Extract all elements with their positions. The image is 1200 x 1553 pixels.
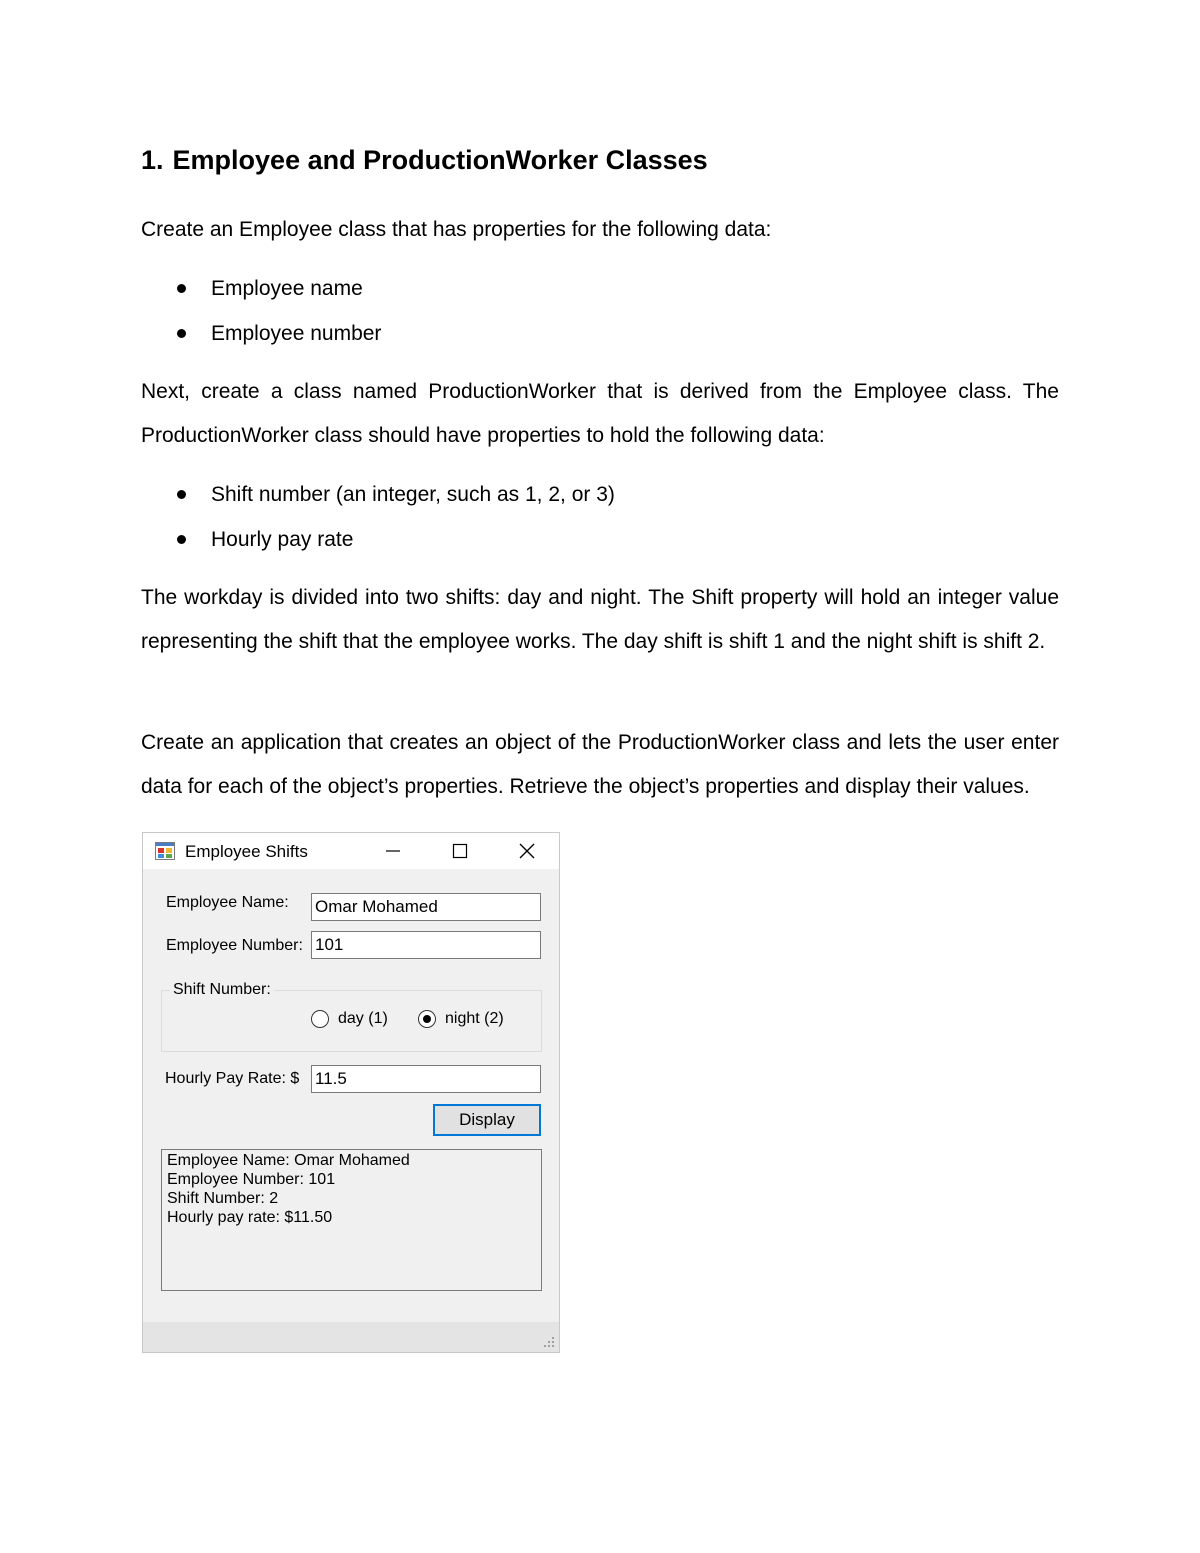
list-item-text: Shift number (an integer, such as 1, 2, or 3) [211, 483, 615, 506]
list-item [141, 266, 381, 311]
radio-label: day (1) [338, 1010, 388, 1027]
radio-label: night (2) [445, 1010, 504, 1027]
maximize-button[interactable] [430, 833, 490, 869]
output-line: Shift Number: 2 [167, 1190, 279, 1207]
list-item [141, 472, 615, 517]
resize-grip-icon[interactable] [540, 1333, 556, 1349]
employee-bullet-list [141, 266, 381, 356]
list-item-text: Hourly pay rate [211, 528, 354, 551]
window-titlebar [143, 833, 559, 869]
employee-shifts-window [142, 832, 560, 1353]
list-item-text: Employee number [211, 322, 382, 345]
employee-number-label: Employee Number: [166, 937, 303, 954]
employee-name-input[interactable] [311, 893, 541, 921]
bullet-icon [177, 490, 186, 499]
hourly-pay-rate-input[interactable] [311, 1065, 541, 1093]
worker-bullet-list [141, 472, 615, 562]
minimize-icon [385, 843, 401, 859]
minimize-button[interactable] [363, 833, 423, 869]
list-item-text: Employee name [211, 277, 363, 300]
bullet-icon [177, 535, 186, 544]
winforms-app-icon [155, 842, 175, 860]
bullet-icon [177, 284, 186, 293]
heading-number: 1. [141, 145, 164, 175]
shift-night-radio[interactable] [418, 1010, 508, 1030]
list-item [141, 517, 615, 562]
maximize-icon [452, 843, 468, 859]
heading-text: Employee and ProductionWorker Classes [172, 145, 708, 175]
status-bar [143, 1322, 559, 1352]
close-icon [519, 843, 535, 859]
shift-day-radio[interactable] [311, 1010, 391, 1030]
window-title: Employee Shifts [185, 842, 308, 861]
list-item [141, 311, 381, 356]
shift-number-label: Shift Number: [170, 980, 274, 1000]
intro-paragraph: Create an Employee class that has properties for the following data: [141, 218, 772, 241]
output-line: Employee Number: 101 [167, 1171, 336, 1188]
shift-paragraph: The workday is divided into two shifts: day and night. The Shift property will hold an integer value representing the shift that the employee works. The day shift is shift 1 and the night shift is shift 2. [141, 586, 1059, 653]
radio-circle-checked-icon [418, 1010, 436, 1028]
radio-circle-icon [311, 1010, 329, 1028]
page-title [141, 140, 708, 180]
employee-number-input[interactable] [311, 931, 541, 959]
output-line: Hourly pay rate: $11.50 [167, 1209, 333, 1226]
application-paragraph: Create an application that creates an object of the ProductionWorker class and lets the user enter data for each of the object’s properties. Retrieve the object’s properties and display their values. [141, 731, 1059, 798]
output-line: Employee Name: Omar Mohamed [167, 1152, 410, 1169]
hourly-pay-rate-label: Hourly Pay Rate: $ [165, 1070, 300, 1087]
close-button[interactable] [497, 833, 557, 869]
derived-class-paragraph: Next, create a class named ProductionWorker that is derived from the Employee class. The ProductionWorker class should have properties to hold the following data: [141, 380, 1059, 447]
output-textbox[interactable] [161, 1149, 542, 1291]
display-button[interactable]: Display [433, 1104, 541, 1136]
bullet-icon [177, 329, 186, 338]
employee-name-label: Employee Name: [166, 894, 289, 911]
